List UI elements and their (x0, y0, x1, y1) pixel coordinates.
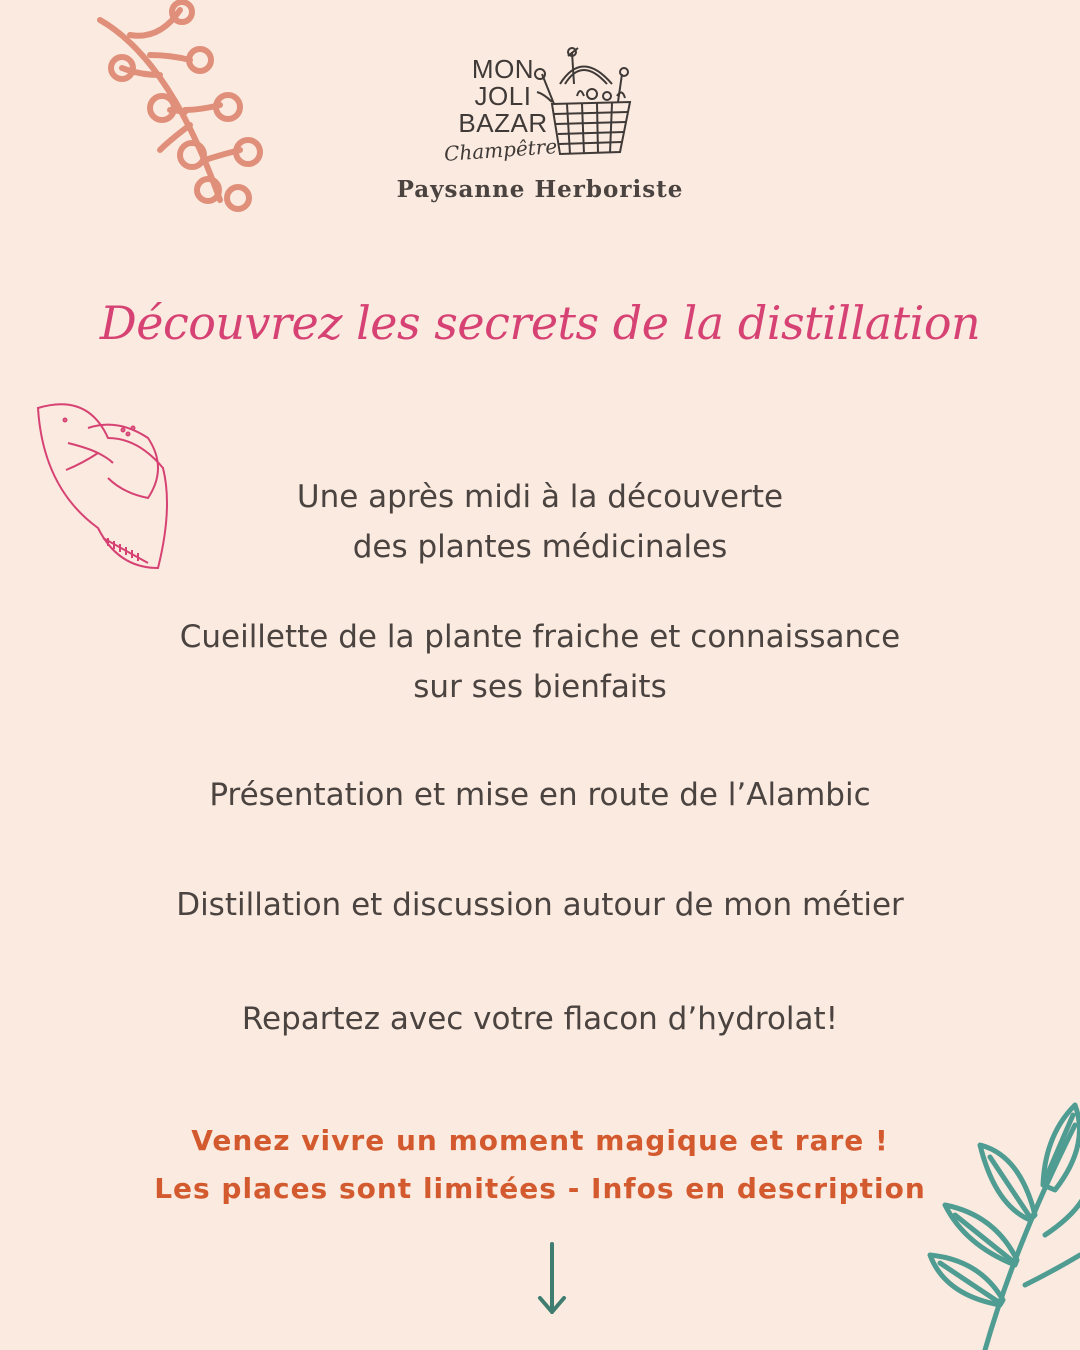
logo-script: Champêtre (443, 134, 558, 166)
feature-2 (0, 612, 1080, 712)
feature-5-line-1: Repartez avec votre flacon d’hydrolat! (241, 1001, 839, 1037)
feature-1-line-1: Une après midi à la découverte (296, 479, 784, 515)
feature-4 (0, 880, 1080, 930)
logo-line-2: JOLI (474, 81, 532, 111)
feature-2-line-2: sur ses bienfaits (413, 669, 667, 705)
feature-3-line-1: Présentation et mise en route de l’Alambic (209, 777, 871, 813)
cta-line-2: Les places sont limitées - Infos en description (154, 1172, 926, 1205)
cta-line-1: Venez vivre un moment magique et rare ! (191, 1124, 889, 1157)
leaf-branch-icon (925, 1095, 1080, 1350)
basket-icon (532, 44, 637, 159)
feature-4-line-1: Distillation et discussion autour de mon métier (176, 887, 904, 923)
subtitle: Paysanne Herboriste (396, 176, 684, 203)
headline: Découvrez les secrets de la distillation (99, 296, 981, 350)
feature-2-line-1: Cueillette de la plante fraiche et connaissance (179, 619, 901, 655)
feature-1-line-2: des plantes médicinales (352, 529, 728, 565)
feature-3 (0, 770, 1080, 820)
arrow-down-icon (532, 1240, 572, 1320)
logo-line-3: BAZAR (458, 108, 548, 138)
feature-1 (0, 472, 1080, 572)
feature-5 (0, 994, 1080, 1044)
logo-line-1: MON (471, 54, 535, 84)
